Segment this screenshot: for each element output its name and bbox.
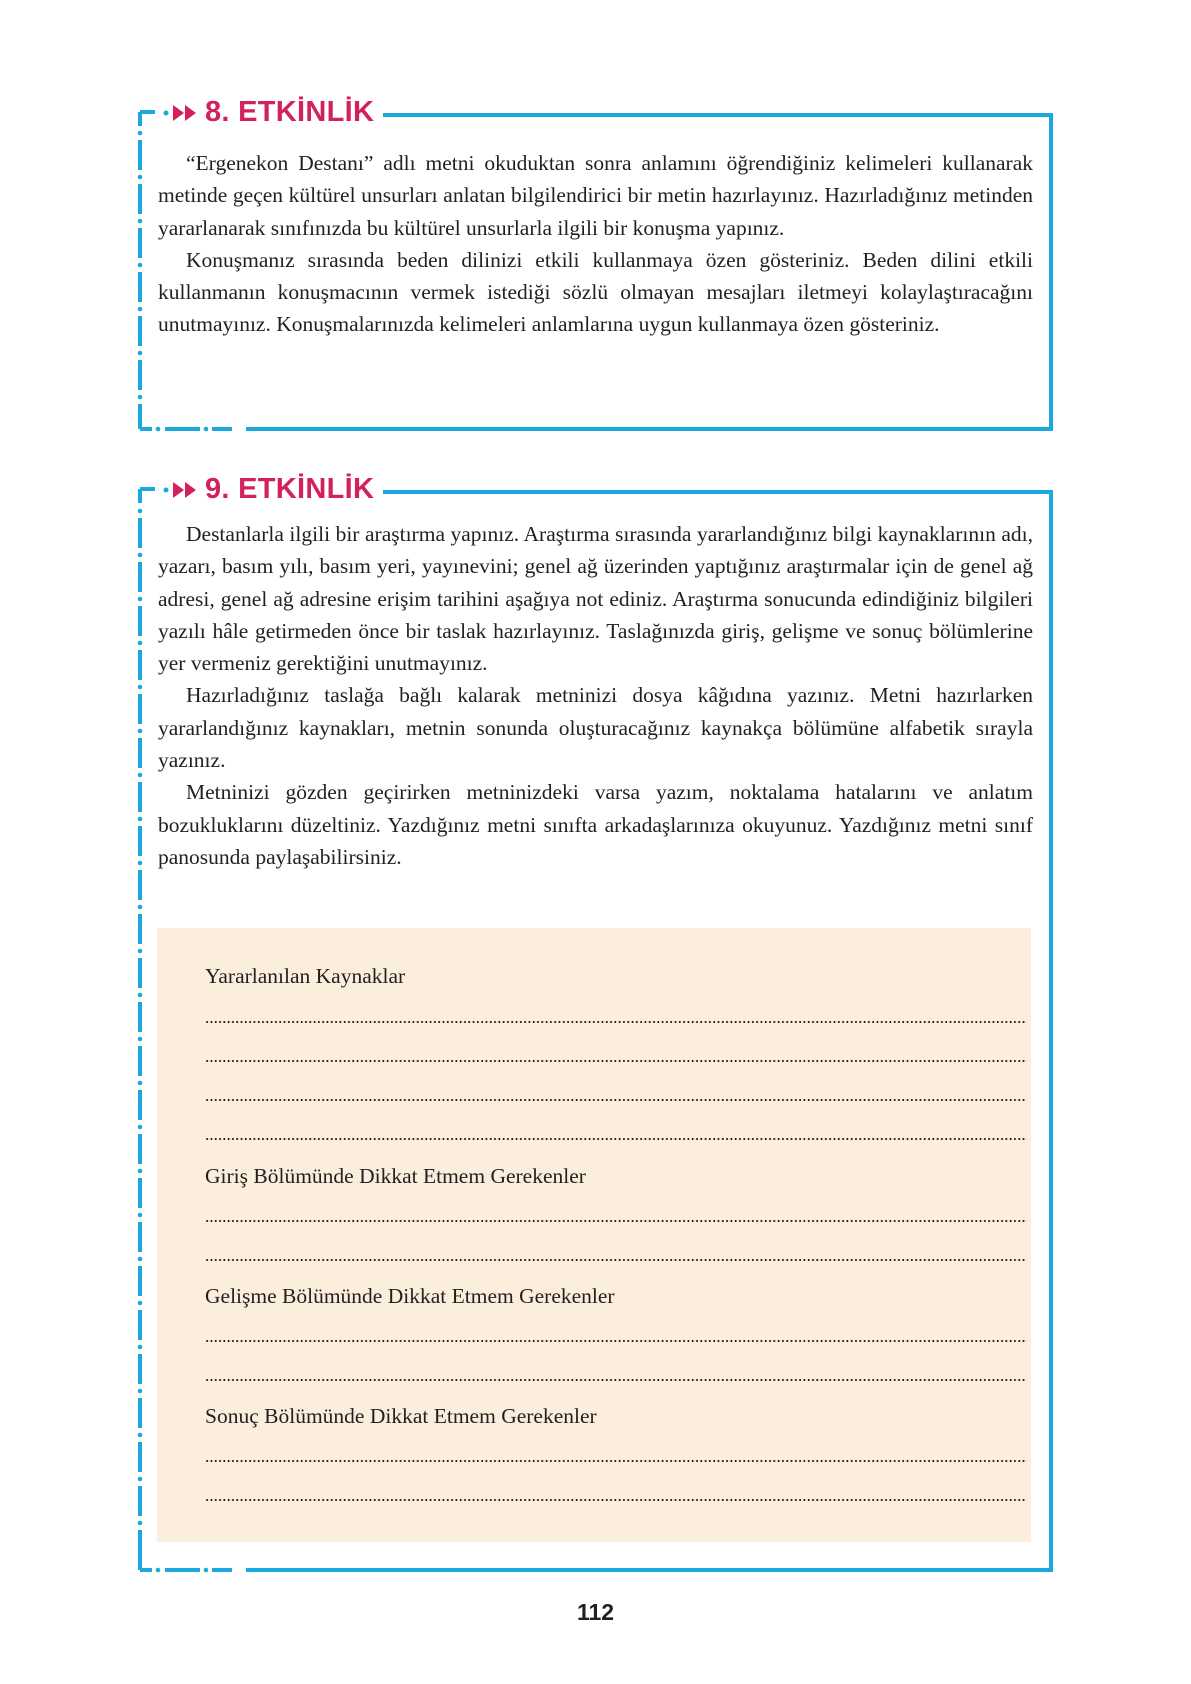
writing-line[interactable] (205, 1379, 1027, 1381)
double-arrow-icon (173, 481, 197, 499)
activity-9-title: 9. ETKİNLİK (205, 473, 375, 505)
section-label-development: Gelişme Bölümünde Dikkat Etmem Gerekenler (205, 1284, 615, 1308)
writing-line[interactable] (205, 1060, 1027, 1062)
writing-line[interactable] (205, 1220, 1027, 1222)
paragraph: Metninizi gözden geçirirken metninizdeki varsa yazım, noktalama hatalarını ve anlatım bozukluklarını düzeltiniz. Yazdığınız metni sınıfta arkadaşlarınıza okuyunuz. Yazdığınız metni sınıf panosunda paylaşabilirsiniz. (158, 780, 1033, 869)
page-number: 112 (576, 1599, 615, 1625)
writing-line[interactable] (205, 1021, 1027, 1023)
writing-line[interactable] (205, 1499, 1027, 1501)
paragraph: Destanlarla ilgili bir araştırma yapınız. Araştırma sırasında yararlandığınız bilgi kaynaklarının adı, yazarı, basım yılı, basım yeri, yayınevini; genel ağ üzerinden yaptığınız araştırmalar için de genel ağ adresi, genel ağ adresine erişim tarihini aşağıya not ediniz. Araştırma sonucunda edindiğiniz bilgileri yazılı hâle getirmeden önce bir taslak hazırlayınız. Taslağınızda giriş, gelişme ve sonuç bölümlerine yer vermeniz gerektiğini unutmayınız. (158, 522, 1033, 676)
activity-9-heading (173, 473, 376, 506)
section-label-sources: Yararlanılan Kaynaklar (205, 964, 406, 988)
activity-8-title: 8. ETKİNLİK (205, 96, 375, 128)
paragraph: Hazırladığınız taslağa bağlı kalarak metninizi dosya kâğıdına yazınız. Metni hazırlarken yararlandığınız kaynakları, metnin sonunda oluşturacağınız kaynakça bölümüne alfabetik sırayla yazınız. (158, 683, 1033, 773)
writing-line[interactable] (205, 1099, 1027, 1101)
writing-line[interactable] (205, 1259, 1027, 1261)
notes-box (157, 928, 1031, 1542)
section-label-conclusion: Sonuç Bölümünde Dikkat Etmem Gerekenler (205, 1404, 597, 1428)
activity-9-text (158, 518, 1033, 873)
writing-line[interactable] (205, 1340, 1027, 1342)
writing-line[interactable] (205, 1138, 1027, 1140)
paragraph: Konuşmanız sırasında beden dilinizi etkili kullanmaya özen gösteriniz. Beden dilini etkili kullanmanın konuşmacının vermek istediği sözlü olmayan mesajları iletmeyi kolaylaştıracağını unutmayınız. Konuşmalarınızda kelimeleri anlamlarına uygun kullanmaya özen gösteriniz. (158, 247, 1033, 337)
section-label-intro: Giriş Bölümünde Dikkat Etmem Gerekenler (205, 1164, 586, 1188)
paragraph: “Ergenekon Destanı” adlı metni okuduktan sonra anlamını öğrendiğiniz kelimeleri kullanarak metinde geçen kültürel unsurları anlatan bilgilendirici bir metin hazırlayınız. Hazırladığınız metinden yararlanarak sınıfınızda bu kültürel unsurlarla ilgili bir konuşma yapınız. (158, 151, 1033, 240)
writing-line[interactable] (205, 1460, 1027, 1462)
